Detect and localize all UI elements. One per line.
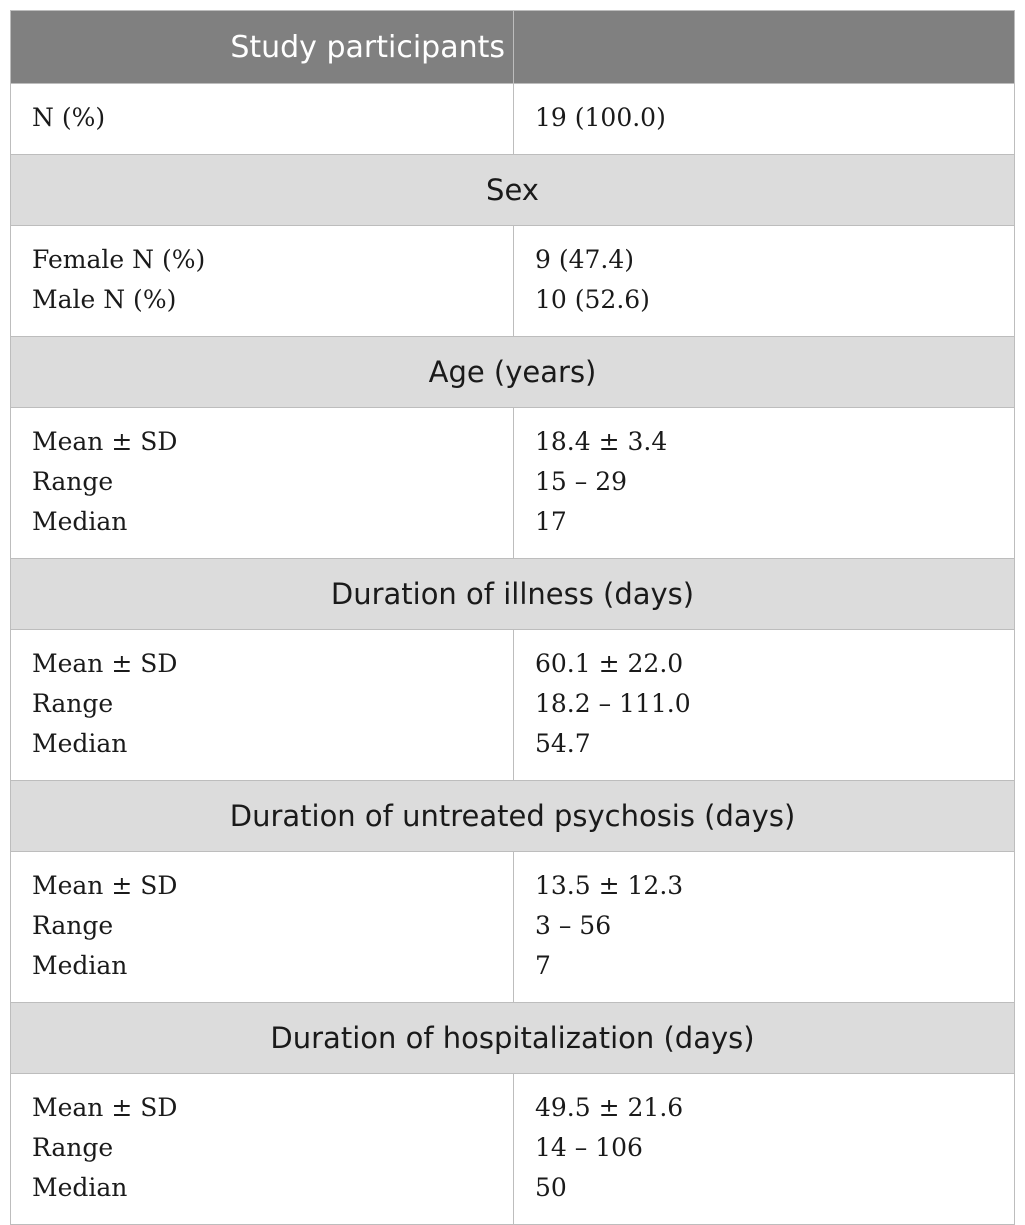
row-label: Range: [32, 911, 114, 940]
n-label: N (%): [11, 84, 514, 155]
row-label: Mean ± SD: [32, 427, 178, 456]
row-value: 3 – 56: [535, 911, 612, 940]
row-label: Median: [32, 951, 128, 980]
section-data-hospitalization: [11, 1074, 1015, 1225]
label-cell: [11, 408, 514, 559]
row-value: 9 (47.4): [535, 245, 635, 274]
n-row: [11, 84, 1015, 155]
label-cell: [11, 226, 514, 337]
row-label: Range: [32, 1133, 114, 1162]
section-title: Duration of untreated psychosis (days): [11, 781, 1015, 852]
row-label: Median: [32, 729, 128, 758]
row-value: 49.5 ± 21.6: [535, 1093, 684, 1122]
section-data-untreated-psychosis: [11, 852, 1015, 1003]
section-header-sex: [11, 155, 1015, 226]
row-value: 54.7: [535, 729, 591, 758]
row-value: 60.1 ± 22.0: [535, 649, 684, 678]
section-title: Age (years): [11, 337, 1015, 408]
row-value: 15 – 29: [535, 467, 628, 496]
row-value: 17: [535, 507, 567, 536]
row-value: 10 (52.6): [535, 285, 650, 314]
value-cell: [514, 630, 1015, 781]
section-header-illness: [11, 559, 1015, 630]
row-value: 18.2 – 111.0: [535, 689, 691, 718]
label-cell: [11, 630, 514, 781]
value-cell: [514, 408, 1015, 559]
row-label: Mean ± SD: [32, 871, 178, 900]
row-value: 18.4 ± 3.4: [535, 427, 668, 456]
participants-table: [10, 10, 1015, 1225]
section-title: Duration of hospitalization (days): [11, 1003, 1015, 1074]
row-label: Female N (%): [32, 245, 206, 274]
value-cell: [514, 1074, 1015, 1225]
value-cell: [514, 226, 1015, 337]
row-label: Mean ± SD: [32, 649, 178, 678]
row-label: Range: [32, 467, 114, 496]
section-title: Duration of illness (days): [11, 559, 1015, 630]
section-title: Sex: [11, 155, 1015, 226]
n-value: 19 (100.0): [514, 84, 1015, 155]
value-cell: [514, 852, 1015, 1003]
row-label: Male N (%): [32, 285, 177, 314]
label-cell: [11, 1074, 514, 1225]
section-header-untreated-psychosis: [11, 781, 1015, 852]
section-data-illness: [11, 630, 1015, 781]
row-value: 13.5 ± 12.3: [535, 871, 684, 900]
row-label: Mean ± SD: [32, 1093, 178, 1122]
row-value: 14 – 106: [535, 1133, 643, 1162]
header-title: Study participants: [11, 11, 514, 84]
section-header-age: [11, 337, 1015, 408]
header-empty-cell: [514, 11, 1015, 84]
row-label: Median: [32, 507, 128, 536]
row-label: Median: [32, 1173, 128, 1202]
label-cell: [11, 852, 514, 1003]
section-data-sex: [11, 226, 1015, 337]
table-header-row: [11, 11, 1015, 84]
row-value: 50: [535, 1173, 567, 1202]
row-value: 7: [535, 951, 551, 980]
section-header-hospitalization: [11, 1003, 1015, 1074]
section-data-age: [11, 408, 1015, 559]
row-label: Range: [32, 689, 114, 718]
